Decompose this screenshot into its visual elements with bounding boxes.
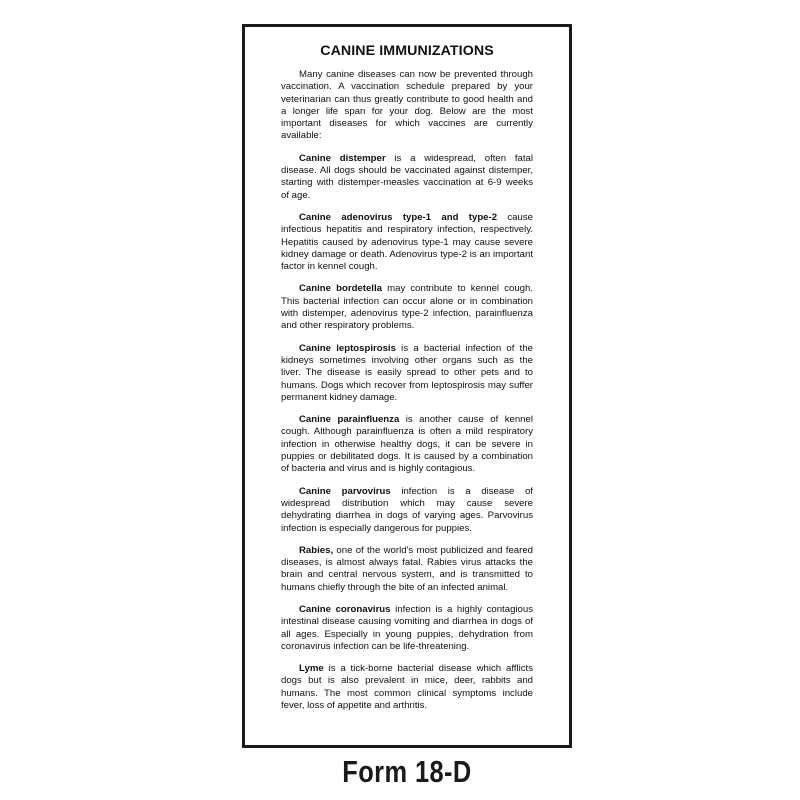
disease-paragraph-lyme bbox=[255, 663, 559, 712]
disease-term: Canine coronavirus bbox=[299, 603, 391, 615]
disease-paragraph-bordetella bbox=[255, 283, 559, 332]
disease-term: Canine parainfluenza bbox=[299, 414, 400, 426]
disease-description: infection is a disease of widespread distribution which may cause severe dehydrating diarrhea in dogs of varying ages. Parvovirus infection is especially dangerous for puppies. bbox=[281, 485, 533, 534]
disease-term: Canine parvovirus bbox=[299, 485, 391, 497]
disease-term: Lyme bbox=[299, 663, 324, 675]
disease-description: is a tick-borne bacterial disease which afflicts dogs but is also prevalent in mice, deer, rabbits and humans. The most common clinical symptoms include fever, loss of appetite and arthritis. bbox=[281, 663, 533, 712]
disease-description: may contribute to kennel cough. This bacterial infection can occur alone or in combination with distemper, adenovirus type-2 infection, parainfluenza and other respiratory problems. bbox=[281, 283, 534, 332]
disease-term: Rabies, bbox=[299, 544, 334, 556]
disease-description: one of the world's most publicized and feared diseases, is almost always fatal. Rabies virus attacks the brain and central nervous system, and is transmitted to humans chiefly through the bite of an infected animal. bbox=[281, 544, 533, 593]
form-number-label: Form 18-D bbox=[342, 754, 472, 789]
disease-term: Canine distemper bbox=[299, 152, 386, 164]
disease-term: Canine leptospirosis bbox=[299, 342, 396, 354]
disease-term: Canine bordetella bbox=[299, 283, 382, 295]
disease-paragraph-parainfluenza bbox=[255, 414, 559, 475]
intro-paragraph: Many canine diseases can now be prevented through vaccination. A vaccination schedule prepared by your veterinarian can thus greatly contribute to good health and a longer life span for your dog. Below are the most important diseases for which vaccines are currently available: bbox=[281, 69, 533, 142]
disease-paragraph-coronavirus bbox=[255, 604, 559, 653]
immunization-form-card bbox=[242, 24, 572, 748]
disease-paragraph-leptospirosis bbox=[255, 343, 559, 404]
disease-term: Canine adenovirus type-1 and type-2 bbox=[299, 211, 498, 223]
disease-description: is another cause of kennel cough. Although parainfluenza is often a mild respiratory infection in otherwise healthy dogs, it can be severe in puppies or debilitated dogs. It is caused by a combination of bacteria and virus and is highly contagious. bbox=[281, 414, 533, 475]
disease-description: is a bacterial infection of the kidneys sometimes involving other organs such as the liver. The disease is easily spread to other pets and to humans. Dogs which recover from leptospirosis may suffer permanent kidney damage. bbox=[281, 342, 533, 403]
disease-description: is a widespread, often fatal disease. All dogs should be vaccinated against distemper, starting with distemper-measles vaccination at 6-9 weeks of age. bbox=[281, 152, 533, 201]
disease-paragraph-rabies bbox=[255, 545, 559, 594]
disease-description: cause infectious hepatitis and respiratory infection, respectively. Hepatitis caused by adenovirus type-1 may cause severe kidney damage or death. Adenovirus type-2 is an important factor in kennel cough. bbox=[281, 211, 533, 273]
document-title: CANINE IMMUNIZATIONS bbox=[320, 43, 494, 59]
disease-paragraph-parvovirus bbox=[255, 486, 559, 535]
disease-description: infection is a highly contagious intestinal disease causing vomiting and diarrhea in dogs of all ages. Especially in young puppies, dehydration from coronavirus infection can be life-threatening. bbox=[281, 603, 533, 652]
disease-paragraph-distemper bbox=[255, 153, 559, 202]
disease-paragraph-adenovirus bbox=[255, 212, 559, 273]
